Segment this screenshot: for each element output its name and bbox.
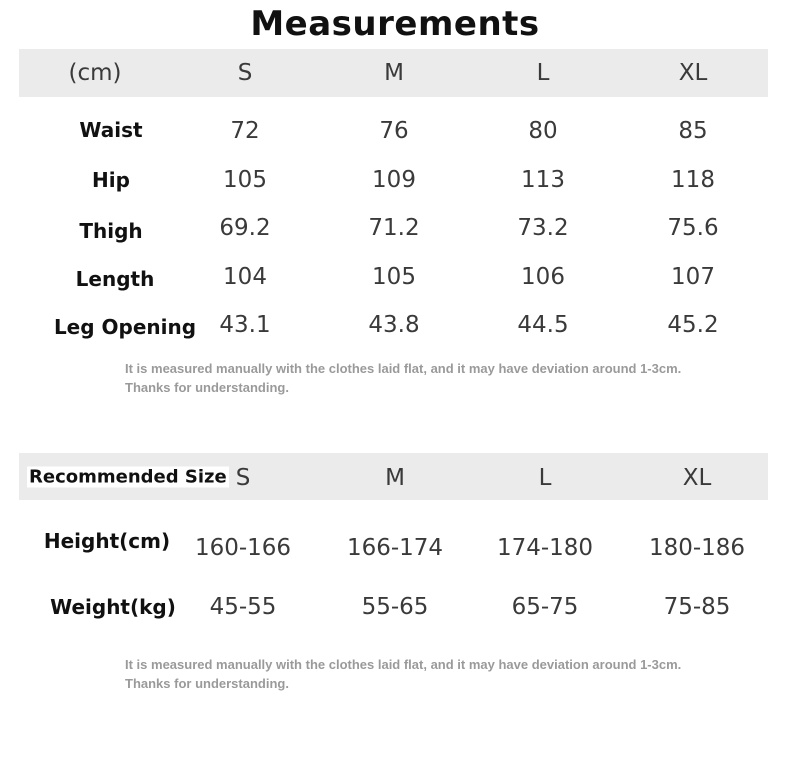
measurement-note: It is measured manually with the clothes laid flat, and it may have deviation around 1-3cm. Thanks for understanding. xyxy=(125,361,682,395)
table-cell: 85 xyxy=(678,118,708,144)
rec-size-header-xl: XL xyxy=(682,465,712,491)
table-cell: 43.8 xyxy=(368,312,420,338)
table-cell: 109 xyxy=(372,167,416,193)
table-cell: 80 xyxy=(528,118,558,144)
table-cell: 55-65 xyxy=(361,594,429,620)
table-cell: 69.2 xyxy=(219,215,271,241)
table-cell: 71.2 xyxy=(368,215,420,241)
size-header-l: L xyxy=(536,60,550,86)
table-cell: 166-174 xyxy=(346,535,444,561)
table-cell: 105 xyxy=(223,167,267,193)
table-cell: 180-186 xyxy=(648,535,746,561)
rec-size-header-m: M xyxy=(385,465,405,491)
row-label-leg-opening: Leg Opening xyxy=(53,315,197,339)
table-cell: 106 xyxy=(521,264,565,290)
table-cell: 113 xyxy=(521,167,565,193)
size-header-m: M xyxy=(384,60,404,86)
table-cell: 73.2 xyxy=(517,215,569,241)
unit-label: (cm) xyxy=(68,60,122,86)
table-cell: 174-180 xyxy=(496,535,594,561)
table-cell: 118 xyxy=(671,167,715,193)
table-cell: 65-75 xyxy=(511,594,579,620)
size-header-xl: XL xyxy=(678,60,708,86)
table-cell: 75.6 xyxy=(667,215,719,241)
table-cell: 45-55 xyxy=(209,594,277,620)
table-cell: 107 xyxy=(671,264,715,290)
row-label-height: Height(cm) xyxy=(43,529,171,553)
table-cell: 75-85 xyxy=(663,594,731,620)
row-label-waist: Waist xyxy=(79,118,143,142)
row-label-weight: Weight(kg) xyxy=(50,595,176,619)
rec-size-header-s: S xyxy=(235,465,251,491)
table-cell: 43.1 xyxy=(219,312,271,338)
table-cell: 44.5 xyxy=(517,312,569,338)
table-cell: 72 xyxy=(230,118,260,144)
table-cell: 104 xyxy=(223,264,267,290)
row-label-length: Length xyxy=(75,267,155,291)
table-cell: 76 xyxy=(379,118,409,144)
table-cell: 105 xyxy=(372,264,416,290)
table-cell: 160-166 xyxy=(194,535,292,561)
rec-size-header-l: L xyxy=(538,465,552,491)
table-cell: 45.2 xyxy=(667,312,719,338)
recommended-size-label: Recommended Size xyxy=(29,466,227,488)
size-header-s: S xyxy=(237,60,253,86)
page-title: Measurements xyxy=(250,4,540,44)
row-label-hip: Hip xyxy=(92,168,130,192)
recommended-note: It is measured manually with the clothes laid flat, and it may have deviation around 1-3cm. Thanks for understanding. xyxy=(125,657,682,691)
row-label-thigh: Thigh xyxy=(79,219,143,243)
